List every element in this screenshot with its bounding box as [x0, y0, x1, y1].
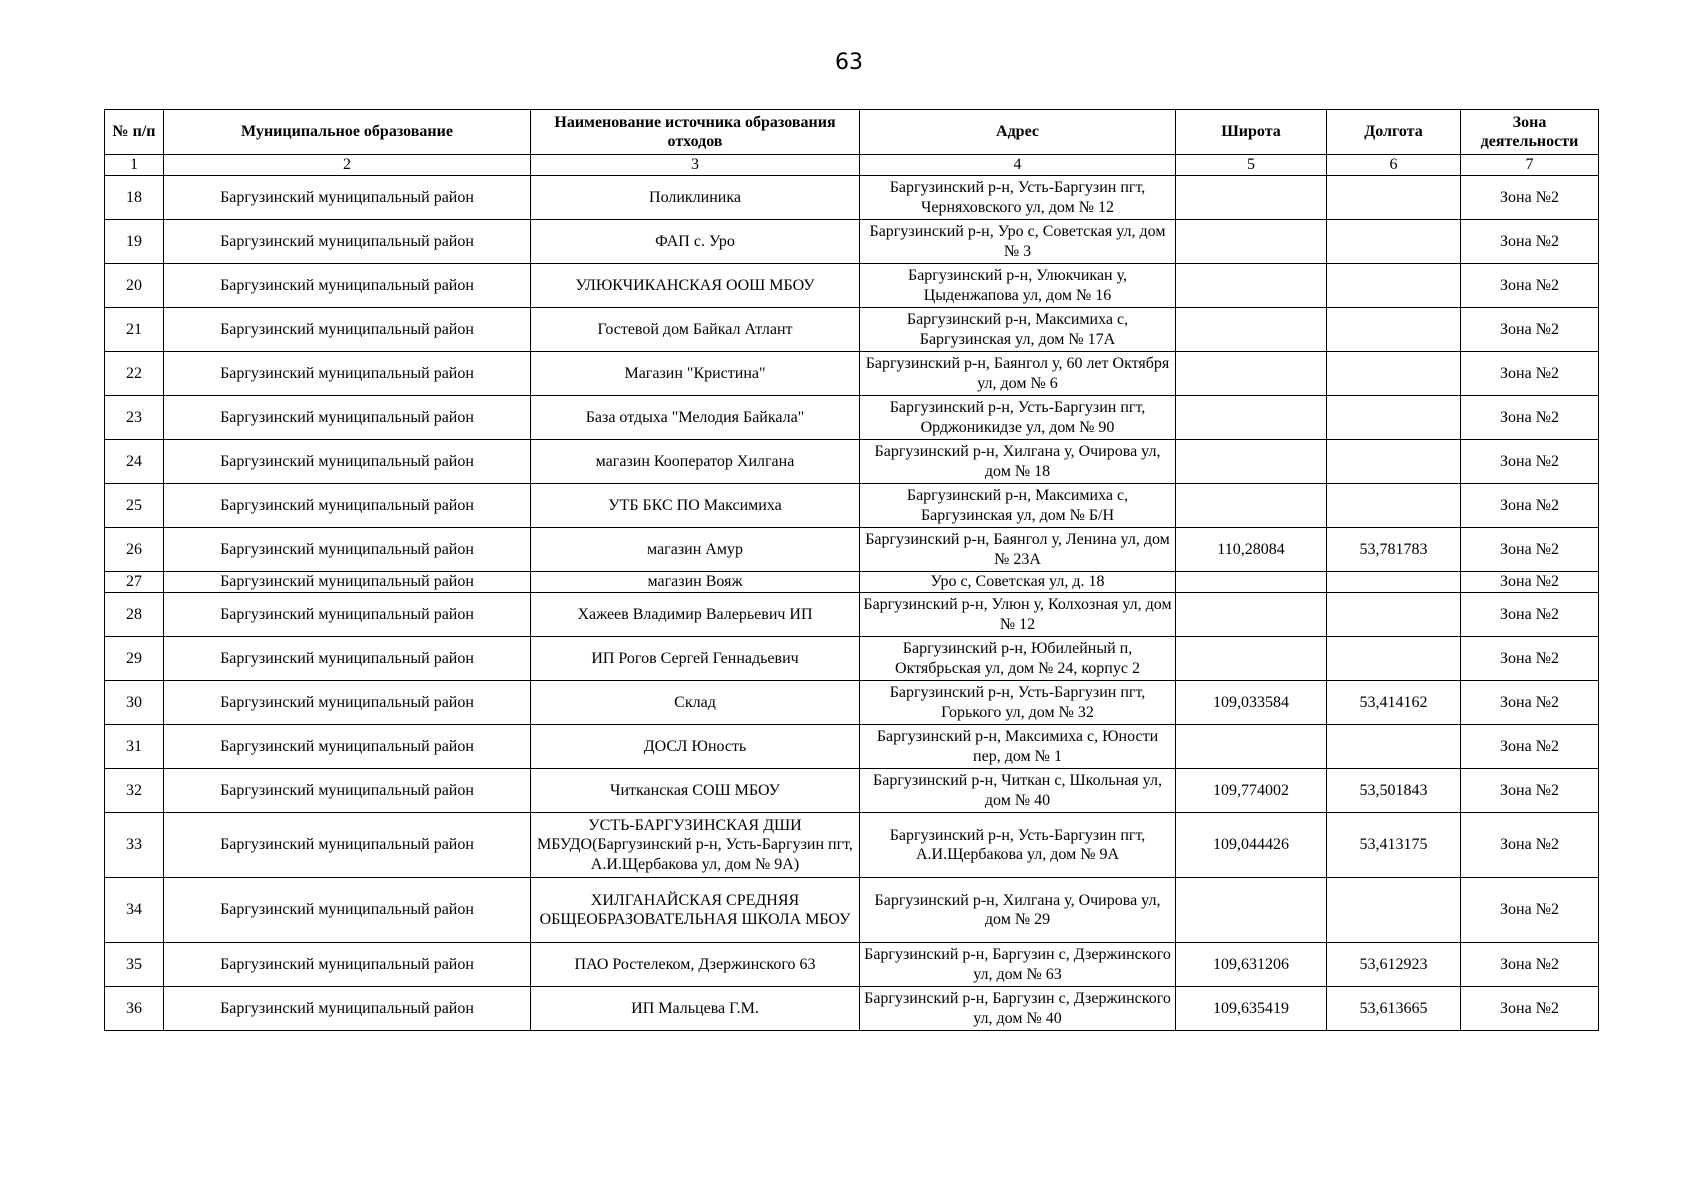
- cell-municipality: Баргузинский муниципальный район: [164, 484, 531, 528]
- cell-latitude: [1176, 725, 1327, 769]
- cell-address: Баргузинский р-н, Максимиха с, Баргузинская ул, дом № Б/Н: [860, 484, 1176, 528]
- cell-municipality: Баргузинский муниципальный район: [164, 572, 531, 593]
- cell-source: Склад: [531, 681, 860, 725]
- cell-source: Поликлиника: [531, 176, 860, 220]
- table-row: [105, 484, 1599, 528]
- cell-municipality: Баргузинский муниципальный район: [164, 352, 531, 396]
- table-row: [105, 813, 1599, 878]
- page-number: 63: [835, 50, 863, 75]
- cell-address: Баргузинский р-н, Хилгана у, Очирова ул, дом № 29: [860, 878, 1176, 943]
- cell-longitude: [1327, 725, 1461, 769]
- cell-latitude: [1176, 593, 1327, 637]
- cell-zone: Зона №2: [1461, 176, 1599, 220]
- cell-municipality: Баргузинский муниципальный район: [164, 220, 531, 264]
- cell-address: Баргузинский р-н, Баргузин с, Дзержинского ул, дом № 40: [860, 987, 1176, 1031]
- cell-latitude: [1176, 637, 1327, 681]
- cell-number: 28: [105, 593, 164, 637]
- cell-zone: Зона №2: [1461, 987, 1599, 1031]
- cell-number: 35: [105, 943, 164, 987]
- cell-number: 25: [105, 484, 164, 528]
- cell-longitude: [1327, 396, 1461, 440]
- cell-source: ХИЛГАНАЙСКАЯ СРЕДНЯЯ ОБЩЕОБРАЗОВАТЕЛЬНАЯ ШКОЛА МБОУ: [531, 878, 860, 943]
- cell-longitude: 53,501843: [1327, 769, 1461, 813]
- cell-longitude: [1327, 264, 1461, 308]
- cell-latitude: [1176, 308, 1327, 352]
- cell-zone: Зона №2: [1461, 725, 1599, 769]
- cell-source: База отдыха "Мелодия Байкала": [531, 396, 860, 440]
- table-row: [105, 943, 1599, 987]
- cell-latitude: 109,635419: [1176, 987, 1327, 1031]
- cell-municipality: Баргузинский муниципальный район: [164, 528, 531, 572]
- cell-address: Уро с, Советская ул, д. 18: [860, 572, 1176, 593]
- cell-address: Баргузинский р-н, Баргузин с, Дзержинского ул, дом № 63: [860, 943, 1176, 987]
- header-longitude: Долгота: [1327, 110, 1461, 155]
- cell-zone: Зона №2: [1461, 769, 1599, 813]
- table-row: [105, 637, 1599, 681]
- cell-latitude: [1176, 878, 1327, 943]
- cell-source: УЛЮКЧИКАНСКАЯ ООШ МБОУ: [531, 264, 860, 308]
- table-row: [105, 352, 1599, 396]
- cell-number: 30: [105, 681, 164, 725]
- cell-source: ИП Рогов Сергей Геннадьевич: [531, 637, 860, 681]
- cell-number: 24: [105, 440, 164, 484]
- cell-zone: Зона №2: [1461, 440, 1599, 484]
- cell-source: Хажеев Владимир Валерьевич ИП: [531, 593, 860, 637]
- cell-municipality: Баргузинский муниципальный район: [164, 813, 531, 878]
- column-index: 3: [531, 155, 860, 176]
- cell-source: ДОСЛ Юность: [531, 725, 860, 769]
- cell-zone: Зона №2: [1461, 308, 1599, 352]
- cell-zone: Зона №2: [1461, 572, 1599, 593]
- table-row: [105, 396, 1599, 440]
- cell-latitude: 109,631206: [1176, 943, 1327, 987]
- cell-latitude: [1176, 176, 1327, 220]
- cell-municipality: Баргузинский муниципальный район: [164, 396, 531, 440]
- cell-longitude: 53,414162: [1327, 681, 1461, 725]
- cell-latitude: [1176, 440, 1327, 484]
- table-row: [105, 769, 1599, 813]
- cell-address: Баргузинский р-н, Максимиха с, Юности пер, дом № 1: [860, 725, 1176, 769]
- cell-longitude: [1327, 440, 1461, 484]
- cell-number: 33: [105, 813, 164, 878]
- cell-zone: Зона №2: [1461, 878, 1599, 943]
- cell-number: 26: [105, 528, 164, 572]
- cell-number: 31: [105, 725, 164, 769]
- cell-longitude: [1327, 352, 1461, 396]
- cell-address: Баргузинский р-н, Баянгол у, Ленина ул, дом № 23А: [860, 528, 1176, 572]
- header-zone: Зона деятельности: [1461, 110, 1599, 155]
- cell-source: УТБ БКС ПО Максимиха: [531, 484, 860, 528]
- cell-source: Читканская СОШ МБОУ: [531, 769, 860, 813]
- cell-source: ФАП с. Уро: [531, 220, 860, 264]
- table-row: [105, 220, 1599, 264]
- header-address: Адрес: [860, 110, 1176, 155]
- cell-longitude: 53,781783: [1327, 528, 1461, 572]
- table-row: [105, 264, 1599, 308]
- cell-zone: Зона №2: [1461, 637, 1599, 681]
- cell-address: Баргузинский р-н, Юбилейный п, Октябрьская ул, дом № 24, корпус 2: [860, 637, 1176, 681]
- cell-zone: Зона №2: [1461, 943, 1599, 987]
- cell-longitude: [1327, 637, 1461, 681]
- cell-number: 23: [105, 396, 164, 440]
- cell-longitude: [1327, 220, 1461, 264]
- table-row: [105, 878, 1599, 943]
- column-index-row: [105, 155, 1599, 176]
- cell-municipality: Баргузинский муниципальный район: [164, 725, 531, 769]
- cell-latitude: 109,774002: [1176, 769, 1327, 813]
- cell-municipality: Баргузинский муниципальный район: [164, 681, 531, 725]
- cell-number: 19: [105, 220, 164, 264]
- cell-municipality: Баргузинский муниципальный район: [164, 878, 531, 943]
- cell-municipality: Баргузинский муниципальный район: [164, 987, 531, 1031]
- table-row: [105, 593, 1599, 637]
- table-row: [105, 987, 1599, 1031]
- cell-address: Баргузинский р-н, Усть-Баргузин пгт, Черняховского ул, дом № 12: [860, 176, 1176, 220]
- column-index: 2: [164, 155, 531, 176]
- table-body: [105, 176, 1599, 1031]
- cell-latitude: 109,033584: [1176, 681, 1327, 725]
- column-index: 7: [1461, 155, 1599, 176]
- header-number: № п/п: [105, 110, 164, 155]
- column-index: 1: [105, 155, 164, 176]
- cell-municipality: Баргузинский муниципальный район: [164, 593, 531, 637]
- cell-longitude: [1327, 308, 1461, 352]
- cell-zone: Зона №2: [1461, 813, 1599, 878]
- cell-number: 27: [105, 572, 164, 593]
- cell-longitude: 53,413175: [1327, 813, 1461, 878]
- cell-address: Баргузинский р-н, Усть-Баргузин пгт, Орджоникидзе ул, дом № 90: [860, 396, 1176, 440]
- cell-source: Гостевой дом Байкал Атлант: [531, 308, 860, 352]
- cell-municipality: Баргузинский муниципальный район: [164, 176, 531, 220]
- cell-source: ИП Мальцева Г.М.: [531, 987, 860, 1031]
- table-row: [105, 528, 1599, 572]
- cell-longitude: [1327, 572, 1461, 593]
- cell-address: Баргузинский р-н, Баянгол у, 60 лет Октября ул, дом № 6: [860, 352, 1176, 396]
- cell-address: Баргузинский р-н, Усть-Баргузин пгт, Горького ул, дом № 32: [860, 681, 1176, 725]
- cell-address: Баргузинский р-н, Читкан с, Школьная ул, дом № 40: [860, 769, 1176, 813]
- cell-number: 32: [105, 769, 164, 813]
- header-source: Наименование источника образования отходов: [531, 110, 860, 155]
- cell-municipality: Баргузинский муниципальный район: [164, 769, 531, 813]
- cell-municipality: Баргузинский муниципальный район: [164, 308, 531, 352]
- cell-number: 20: [105, 264, 164, 308]
- column-index: 4: [860, 155, 1176, 176]
- cell-latitude: [1176, 484, 1327, 528]
- cell-address: Баргузинский р-н, Хилгана у, Очирова ул, дом № 18: [860, 440, 1176, 484]
- table-row: [105, 176, 1599, 220]
- column-index: 6: [1327, 155, 1461, 176]
- cell-number: 21: [105, 308, 164, 352]
- table-row: [105, 725, 1599, 769]
- cell-latitude: [1176, 396, 1327, 440]
- cell-address: Баргузинский р-н, Улюн у, Колхозная ул, дом № 12: [860, 593, 1176, 637]
- table-row: [105, 440, 1599, 484]
- cell-number: 18: [105, 176, 164, 220]
- table-header-row: [105, 110, 1599, 155]
- cell-latitude: [1176, 220, 1327, 264]
- cell-latitude: 109,044426: [1176, 813, 1327, 878]
- cell-zone: Зона №2: [1461, 484, 1599, 528]
- cell-zone: Зона №2: [1461, 681, 1599, 725]
- cell-source: Магазин "Кристина": [531, 352, 860, 396]
- cell-longitude: [1327, 593, 1461, 637]
- table-row: [105, 572, 1599, 593]
- cell-zone: Зона №2: [1461, 396, 1599, 440]
- cell-longitude: [1327, 484, 1461, 528]
- cell-source: магазин Амур: [531, 528, 860, 572]
- cell-zone: Зона №2: [1461, 593, 1599, 637]
- waste-sources-table: [104, 109, 1599, 1031]
- cell-municipality: Баргузинский муниципальный район: [164, 440, 531, 484]
- cell-zone: Зона №2: [1461, 220, 1599, 264]
- cell-source: магазин Кооператор Хилгана: [531, 440, 860, 484]
- header-latitude: Широта: [1176, 110, 1327, 155]
- cell-number: 34: [105, 878, 164, 943]
- table-row: [105, 308, 1599, 352]
- cell-zone: Зона №2: [1461, 352, 1599, 396]
- cell-source: ПАО Ростелеком, Дзержинского 63: [531, 943, 860, 987]
- cell-municipality: Баргузинский муниципальный район: [164, 264, 531, 308]
- cell-latitude: [1176, 264, 1327, 308]
- cell-zone: Зона №2: [1461, 528, 1599, 572]
- table-row: [105, 681, 1599, 725]
- cell-longitude: [1327, 176, 1461, 220]
- cell-municipality: Баргузинский муниципальный район: [164, 943, 531, 987]
- cell-source: магазин Вояж: [531, 572, 860, 593]
- cell-number: 29: [105, 637, 164, 681]
- cell-municipality: Баргузинский муниципальный район: [164, 637, 531, 681]
- cell-latitude: [1176, 572, 1327, 593]
- cell-address: Баргузинский р-н, Усть-Баргузин пгт, А.И.Щербакова ул, дом № 9А: [860, 813, 1176, 878]
- cell-longitude: [1327, 878, 1461, 943]
- cell-number: 36: [105, 987, 164, 1031]
- cell-address: Баргузинский р-н, Уро с, Советская ул, дом № 3: [860, 220, 1176, 264]
- cell-number: 22: [105, 352, 164, 396]
- header-municipality: Муниципальное образование: [164, 110, 531, 155]
- cell-longitude: 53,613665: [1327, 987, 1461, 1031]
- cell-longitude: 53,612923: [1327, 943, 1461, 987]
- column-index: 5: [1176, 155, 1327, 176]
- cell-latitude: 110,28084: [1176, 528, 1327, 572]
- cell-zone: Зона №2: [1461, 264, 1599, 308]
- cell-source: УСТЬ-БАРГУЗИНСКАЯ ДШИ МБУДО(Баргузинский р-н, Усть-Баргузин пгт, А.И.Щербакова ул, дом № 9А): [531, 813, 860, 878]
- cell-latitude: [1176, 352, 1327, 396]
- cell-address: Баргузинский р-н, Максимиха с, Баргузинская ул, дом № 17А: [860, 308, 1176, 352]
- cell-address: Баргузинский р-н, Улюкчикан у, Цыденжапова ул, дом № 16: [860, 264, 1176, 308]
